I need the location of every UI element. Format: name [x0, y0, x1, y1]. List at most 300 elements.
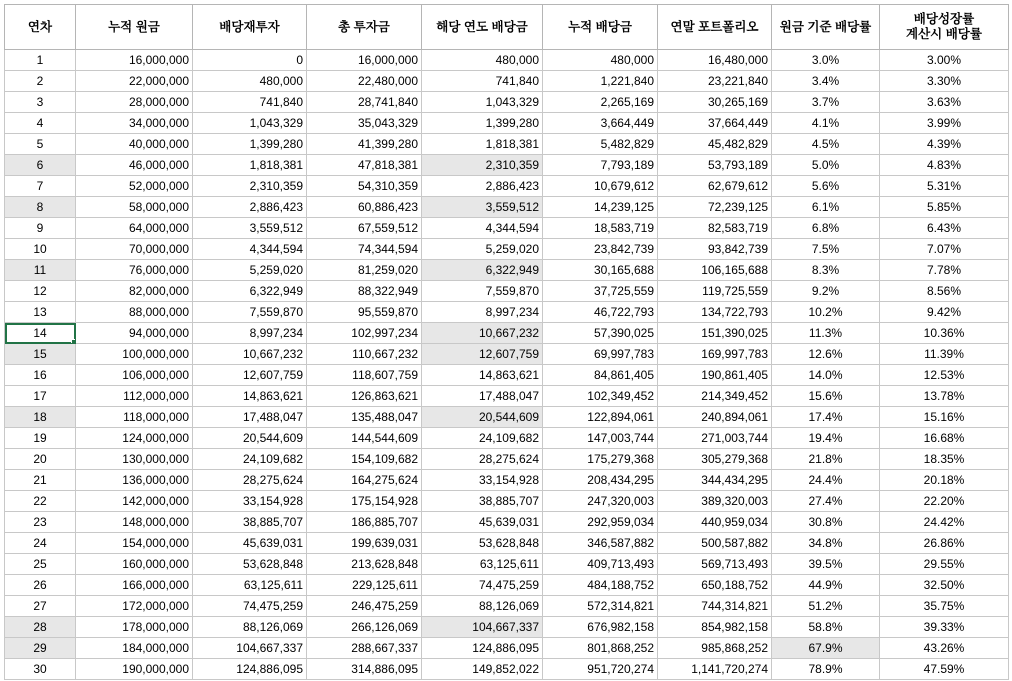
- cell-dividend-reinvest[interactable]: 53,628,848: [193, 554, 307, 575]
- cell-year[interactable]: 19: [5, 428, 76, 449]
- cell-cumulative-dividend[interactable]: 147,003,744: [543, 428, 658, 449]
- cell-year[interactable]: 23: [5, 512, 76, 533]
- cell-cumulative-principal[interactable]: 82,000,000: [76, 281, 193, 302]
- cell-cumulative-principal[interactable]: 154,000,000: [76, 533, 193, 554]
- cell-dividend-reinvest[interactable]: 88,126,069: [193, 617, 307, 638]
- cell-year-end-portfolio[interactable]: 23,221,840: [658, 71, 772, 92]
- table-row: [5, 176, 1009, 197]
- table-row: [5, 491, 1009, 512]
- cell-principal-yield[interactable]: 58.8%: [772, 617, 880, 638]
- cell-year-dividend[interactable]: 149,852,022: [422, 659, 543, 680]
- cell-dividend-reinvest[interactable]: 480,000: [193, 71, 307, 92]
- cell-year-end-portfolio[interactable]: 169,997,783: [658, 344, 772, 365]
- cell-dividend-reinvest[interactable]: 3,559,512: [193, 218, 307, 239]
- cell-total-investment[interactable]: 288,667,337: [307, 638, 422, 659]
- cell-dividend-reinvest[interactable]: 1,399,280: [193, 134, 307, 155]
- table-row: [5, 533, 1009, 554]
- cell-year-end-portfolio[interactable]: 53,793,189: [658, 155, 772, 176]
- cell-year[interactable]: 28: [5, 617, 76, 638]
- cell-growth-yield[interactable]: 39.33%: [880, 617, 1009, 638]
- cell-principal-yield[interactable]: 30.8%: [772, 512, 880, 533]
- cell-cumulative-principal[interactable]: 34,000,000: [76, 113, 193, 134]
- cell-year-end-portfolio[interactable]: 500,587,882: [658, 533, 772, 554]
- table-row: [5, 344, 1009, 365]
- cell-cumulative-principal[interactable]: 130,000,000: [76, 449, 193, 470]
- cell-principal-yield[interactable]: 6.1%: [772, 197, 880, 218]
- cell-total-investment[interactable]: 135,488,047: [307, 407, 422, 428]
- table-row: [5, 386, 1009, 407]
- cell-total-investment[interactable]: 246,475,259: [307, 596, 422, 617]
- table-row: [5, 596, 1009, 617]
- cell-total-investment[interactable]: 35,043,329: [307, 113, 422, 134]
- cell-year-end-portfolio[interactable]: 62,679,612: [658, 176, 772, 197]
- cell-cumulative-dividend[interactable]: 3,664,449: [543, 113, 658, 134]
- cell-cumulative-dividend[interactable]: 122,894,061: [543, 407, 658, 428]
- cell-year-end-portfolio[interactable]: 569,713,493: [658, 554, 772, 575]
- cell-year[interactable]: 10: [5, 239, 76, 260]
- cell-cumulative-dividend[interactable]: 676,982,158: [543, 617, 658, 638]
- cell-year-end-portfolio[interactable]: 854,982,158: [658, 617, 772, 638]
- cell-dividend-reinvest[interactable]: 8,997,234: [193, 323, 307, 344]
- cell-dividend-reinvest[interactable]: 2,310,359: [193, 176, 307, 197]
- cell-year[interactable]: 18: [5, 407, 76, 428]
- table-row: [5, 512, 1009, 533]
- cell-year[interactable]: 12: [5, 281, 76, 302]
- cell-principal-yield[interactable]: 39.5%: [772, 554, 880, 575]
- table-row: [5, 302, 1009, 323]
- cell-cumulative-dividend[interactable]: 1,221,840: [543, 71, 658, 92]
- cell-year[interactable]: 16: [5, 365, 76, 386]
- cell-total-investment[interactable]: 110,667,232: [307, 344, 422, 365]
- cell-year-dividend[interactable]: 8,997,234: [422, 302, 543, 323]
- cell-dividend-reinvest[interactable]: 24,109,682: [193, 449, 307, 470]
- table-row: [5, 470, 1009, 491]
- cell-total-investment[interactable]: 67,559,512: [307, 218, 422, 239]
- cell-cumulative-principal[interactable]: 88,000,000: [76, 302, 193, 323]
- cell-year[interactable]: 9: [5, 218, 76, 239]
- table-body: [5, 50, 1009, 680]
- cell-total-investment[interactable]: 154,109,682: [307, 449, 422, 470]
- cell-growth-yield[interactable]: 3.00%: [880, 50, 1009, 71]
- cell-cumulative-principal[interactable]: 64,000,000: [76, 218, 193, 239]
- cell-total-investment[interactable]: 175,154,928: [307, 491, 422, 512]
- cell-growth-yield[interactable]: 16.68%: [880, 428, 1009, 449]
- cell-principal-yield[interactable]: 9.2%: [772, 281, 880, 302]
- cell-total-investment[interactable]: 229,125,611: [307, 575, 422, 596]
- cell-year-dividend[interactable]: 63,125,611: [422, 554, 543, 575]
- cell-cumulative-dividend[interactable]: 951,720,274: [543, 659, 658, 680]
- cell-cumulative-principal[interactable]: 172,000,000: [76, 596, 193, 617]
- cell-growth-yield[interactable]: 3.30%: [880, 71, 1009, 92]
- cell-year-dividend[interactable]: 1,043,329: [422, 92, 543, 113]
- cell-growth-yield[interactable]: 43.26%: [880, 638, 1009, 659]
- cell-principal-yield[interactable]: 44.9%: [772, 575, 880, 596]
- cell-year-dividend[interactable]: 74,475,259: [422, 575, 543, 596]
- cell-year-end-portfolio[interactable]: 134,722,793: [658, 302, 772, 323]
- cell-year-end-portfolio[interactable]: 106,165,688: [658, 260, 772, 281]
- cell-growth-yield[interactable]: 18.35%: [880, 449, 1009, 470]
- cell-cumulative-principal[interactable]: 70,000,000: [76, 239, 193, 260]
- cell-total-investment[interactable]: 314,886,095: [307, 659, 422, 680]
- cell-cumulative-dividend[interactable]: 292,959,034: [543, 512, 658, 533]
- table-row: [5, 50, 1009, 71]
- cell-year-dividend[interactable]: 17,488,047: [422, 386, 543, 407]
- cell-principal-yield[interactable]: 4.5%: [772, 134, 880, 155]
- cell-total-investment[interactable]: 22,480,000: [307, 71, 422, 92]
- cell-growth-yield[interactable]: 15.16%: [880, 407, 1009, 428]
- cell-principal-yield[interactable]: 34.8%: [772, 533, 880, 554]
- cell-principal-yield[interactable]: 7.5%: [772, 239, 880, 260]
- cell-total-investment[interactable]: 164,275,624: [307, 470, 422, 491]
- cell-cumulative-dividend[interactable]: 7,793,189: [543, 155, 658, 176]
- cell-cumulative-dividend[interactable]: 30,165,688: [543, 260, 658, 281]
- header-principal-yield[interactable]: 원금 기준 배당률: [772, 5, 880, 50]
- cell-year[interactable]: 22: [5, 491, 76, 512]
- header-cumulative-dividend[interactable]: 누적 배당금: [543, 5, 658, 50]
- cell-year[interactable]: 29: [5, 638, 76, 659]
- cell-year-end-portfolio[interactable]: 93,842,739: [658, 239, 772, 260]
- cell-year-dividend[interactable]: 6,322,949: [422, 260, 543, 281]
- cell-dividend-reinvest[interactable]: 38,885,707: [193, 512, 307, 533]
- cell-year-dividend[interactable]: 28,275,624: [422, 449, 543, 470]
- cell-cumulative-dividend[interactable]: 10,679,612: [543, 176, 658, 197]
- cell-cumulative-principal[interactable]: 106,000,000: [76, 365, 193, 386]
- cell-cumulative-dividend[interactable]: 23,842,739: [543, 239, 658, 260]
- cell-year[interactable]: 6: [5, 155, 76, 176]
- cell-year-dividend[interactable]: 38,885,707: [422, 491, 543, 512]
- cell-year-dividend[interactable]: 5,259,020: [422, 239, 543, 260]
- cell-principal-yield[interactable]: 24.4%: [772, 470, 880, 491]
- cell-dividend-reinvest[interactable]: 45,639,031: [193, 533, 307, 554]
- cell-dividend-reinvest[interactable]: 0: [193, 50, 307, 71]
- cell-growth-yield[interactable]: 5.85%: [880, 197, 1009, 218]
- cell-cumulative-principal[interactable]: 190,000,000: [76, 659, 193, 680]
- cell-year[interactable]: 27: [5, 596, 76, 617]
- cell-year-end-portfolio[interactable]: 240,894,061: [658, 407, 772, 428]
- cell-year-dividend[interactable]: 480,000: [422, 50, 543, 71]
- cell-year[interactable]: 4: [5, 113, 76, 134]
- table-row: [5, 71, 1009, 92]
- cell-cumulative-dividend[interactable]: 484,188,752: [543, 575, 658, 596]
- cell-year-dividend[interactable]: 124,886,095: [422, 638, 543, 659]
- cell-cumulative-principal[interactable]: 178,000,000: [76, 617, 193, 638]
- cell-year[interactable]: 7: [5, 176, 76, 197]
- table-row: [5, 449, 1009, 470]
- table-row: [5, 428, 1009, 449]
- table-row: [5, 260, 1009, 281]
- cell-cumulative-dividend[interactable]: 69,997,783: [543, 344, 658, 365]
- cell-principal-yield[interactable]: 10.2%: [772, 302, 880, 323]
- cell-year-end-portfolio[interactable]: 30,265,169: [658, 92, 772, 113]
- cell-year-dividend[interactable]: 20,544,609: [422, 407, 543, 428]
- cell-year-dividend[interactable]: 24,109,682: [422, 428, 543, 449]
- cell-principal-yield[interactable]: 12.6%: [772, 344, 880, 365]
- cell-year[interactable]: 20: [5, 449, 76, 470]
- cell-principal-yield[interactable]: 3.4%: [772, 71, 880, 92]
- cell-cumulative-dividend[interactable]: 572,314,821: [543, 596, 658, 617]
- header-year[interactable]: 연차: [5, 5, 76, 50]
- cell-year[interactable]: 25: [5, 554, 76, 575]
- cell-year-end-portfolio[interactable]: 45,482,829: [658, 134, 772, 155]
- cell-total-investment[interactable]: 126,863,621: [307, 386, 422, 407]
- cell-cumulative-dividend[interactable]: 84,861,405: [543, 365, 658, 386]
- header-total-investment[interactable]: 총 투자금: [307, 5, 422, 50]
- cell-year-end-portfolio[interactable]: 389,320,003: [658, 491, 772, 512]
- cell-growth-yield[interactable]: 29.55%: [880, 554, 1009, 575]
- cell-cumulative-principal[interactable]: 184,000,000: [76, 638, 193, 659]
- cell-principal-yield[interactable]: 27.4%: [772, 491, 880, 512]
- header-year-end-portfolio[interactable]: 연말 포트폴리오: [658, 5, 772, 50]
- cell-cumulative-dividend[interactable]: 57,390,025: [543, 323, 658, 344]
- cell-total-investment[interactable]: 60,886,423: [307, 197, 422, 218]
- table-row: [5, 113, 1009, 134]
- cell-principal-yield[interactable]: 15.6%: [772, 386, 880, 407]
- cell-total-investment[interactable]: 41,399,280: [307, 134, 422, 155]
- cell-year-end-portfolio[interactable]: 214,349,452: [658, 386, 772, 407]
- cell-dividend-reinvest[interactable]: 63,125,611: [193, 575, 307, 596]
- cell-cumulative-dividend[interactable]: 346,587,882: [543, 533, 658, 554]
- cell-total-investment[interactable]: 16,000,000: [307, 50, 422, 71]
- cell-growth-yield[interactable]: 9.42%: [880, 302, 1009, 323]
- cell-year-end-portfolio[interactable]: 82,583,719: [658, 218, 772, 239]
- cell-cumulative-principal[interactable]: 100,000,000: [76, 344, 193, 365]
- cell-year[interactable]: 8: [5, 197, 76, 218]
- cell-dividend-reinvest[interactable]: 741,840: [193, 92, 307, 113]
- cell-cumulative-principal[interactable]: 166,000,000: [76, 575, 193, 596]
- cell-dividend-reinvest[interactable]: 4,344,594: [193, 239, 307, 260]
- cell-year[interactable]: 1: [5, 50, 76, 71]
- cell-year-end-portfolio[interactable]: 305,279,368: [658, 449, 772, 470]
- cell-year-dividend[interactable]: 45,639,031: [422, 512, 543, 533]
- cell-principal-yield[interactable]: 8.3%: [772, 260, 880, 281]
- cell-total-investment[interactable]: 102,997,234: [307, 323, 422, 344]
- cell-cumulative-dividend[interactable]: 102,349,452: [543, 386, 658, 407]
- cell-year-dividend[interactable]: 33,154,928: [422, 470, 543, 491]
- cell-year[interactable]: 24: [5, 533, 76, 554]
- cell-cumulative-principal[interactable]: 16,000,000: [76, 50, 193, 71]
- cell-growth-yield[interactable]: 12.53%: [880, 365, 1009, 386]
- header-cumulative-principal[interactable]: 누적 원금: [76, 5, 193, 50]
- cell-cumulative-principal[interactable]: 94,000,000: [76, 323, 193, 344]
- cell-year-end-portfolio[interactable]: 72,239,125: [658, 197, 772, 218]
- cell-cumulative-dividend[interactable]: 175,279,368: [543, 449, 658, 470]
- cell-year-end-portfolio[interactable]: 16,480,000: [658, 50, 772, 71]
- cell-dividend-reinvest[interactable]: 12,607,759: [193, 365, 307, 386]
- cell-year[interactable]: 11: [5, 260, 76, 281]
- cell-cumulative-dividend[interactable]: 208,434,295: [543, 470, 658, 491]
- cell-year-end-portfolio[interactable]: 440,959,034: [658, 512, 772, 533]
- cell-cumulative-principal[interactable]: 124,000,000: [76, 428, 193, 449]
- cell-cumulative-principal[interactable]: 46,000,000: [76, 155, 193, 176]
- cell-year[interactable]: 3: [5, 92, 76, 113]
- cell-year-end-portfolio[interactable]: 650,188,752: [658, 575, 772, 596]
- cell-dividend-reinvest[interactable]: 28,275,624: [193, 470, 307, 491]
- cell-cumulative-principal[interactable]: 148,000,000: [76, 512, 193, 533]
- cell-principal-yield[interactable]: 67.9%: [772, 638, 880, 659]
- cell-total-investment[interactable]: 74,344,594: [307, 239, 422, 260]
- cell-growth-yield[interactable]: 8.56%: [880, 281, 1009, 302]
- cell-growth-yield[interactable]: 4.39%: [880, 134, 1009, 155]
- cell-dividend-reinvest[interactable]: 1,818,381: [193, 155, 307, 176]
- cell-year-dividend[interactable]: 14,863,621: [422, 365, 543, 386]
- header-dividend-reinvest[interactable]: 배당재투자: [193, 5, 307, 50]
- cell-cumulative-principal[interactable]: 112,000,000: [76, 386, 193, 407]
- cell-year[interactable]: 17: [5, 386, 76, 407]
- cell-total-investment[interactable]: 28,741,840: [307, 92, 422, 113]
- cell-cumulative-dividend[interactable]: 14,239,125: [543, 197, 658, 218]
- cell-year-dividend[interactable]: 53,628,848: [422, 533, 543, 554]
- cell-year-dividend[interactable]: 10,667,232: [422, 323, 543, 344]
- cell-year[interactable]: 30: [5, 659, 76, 680]
- cell-year[interactable]: 15: [5, 344, 76, 365]
- cell-dividend-reinvest[interactable]: 1,043,329: [193, 113, 307, 134]
- cell-dividend-reinvest[interactable]: 7,559,870: [193, 302, 307, 323]
- cell-dividend-reinvest[interactable]: 104,667,337: [193, 638, 307, 659]
- cell-year-end-portfolio[interactable]: 151,390,025: [658, 323, 772, 344]
- cell-growth-yield[interactable]: 7.78%: [880, 260, 1009, 281]
- cell-dividend-reinvest[interactable]: 124,886,095: [193, 659, 307, 680]
- cell-cumulative-principal[interactable]: 40,000,000: [76, 134, 193, 155]
- cell-principal-yield[interactable]: 6.8%: [772, 218, 880, 239]
- cell-growth-yield[interactable]: 6.43%: [880, 218, 1009, 239]
- cell-growth-yield[interactable]: 3.99%: [880, 113, 1009, 134]
- cell-cumulative-dividend[interactable]: 480,000: [543, 50, 658, 71]
- cell-year-end-portfolio[interactable]: 119,725,559: [658, 281, 772, 302]
- table-row: [5, 155, 1009, 176]
- cell-year-dividend[interactable]: 88,126,069: [422, 596, 543, 617]
- cell-principal-yield[interactable]: 4.1%: [772, 113, 880, 134]
- cell-year-dividend[interactable]: 2,310,359: [422, 155, 543, 176]
- cell-year-dividend[interactable]: 4,344,594: [422, 218, 543, 239]
- cell-principal-yield[interactable]: 3.7%: [772, 92, 880, 113]
- cell-dividend-reinvest[interactable]: 33,154,928: [193, 491, 307, 512]
- cell-cumulative-principal[interactable]: 142,000,000: [76, 491, 193, 512]
- cell-cumulative-principal[interactable]: 76,000,000: [76, 260, 193, 281]
- cell-cumulative-dividend[interactable]: 5,482,829: [543, 134, 658, 155]
- cell-cumulative-principal[interactable]: 118,000,000: [76, 407, 193, 428]
- cell-year-dividend[interactable]: 1,399,280: [422, 113, 543, 134]
- cell-dividend-reinvest[interactable]: 6,322,949: [193, 281, 307, 302]
- cell-cumulative-dividend[interactable]: 247,320,003: [543, 491, 658, 512]
- table-row: [5, 92, 1009, 113]
- cell-total-investment[interactable]: 81,259,020: [307, 260, 422, 281]
- cell-principal-yield[interactable]: 19.4%: [772, 428, 880, 449]
- cell-year-end-portfolio[interactable]: 271,003,744: [658, 428, 772, 449]
- cell-principal-yield[interactable]: 78.9%: [772, 659, 880, 680]
- header-year-dividend[interactable]: 해당 연도 배당금: [422, 5, 543, 50]
- cell-principal-yield[interactable]: 21.8%: [772, 449, 880, 470]
- cell-total-investment[interactable]: 266,126,069: [307, 617, 422, 638]
- cell-cumulative-principal[interactable]: 22,000,000: [76, 71, 193, 92]
- cell-dividend-reinvest[interactable]: 74,475,259: [193, 596, 307, 617]
- table-row: [5, 281, 1009, 302]
- cell-cumulative-dividend[interactable]: 2,265,169: [543, 92, 658, 113]
- header-growth-yield[interactable]: 배당성장률 계산시 배당률: [880, 5, 1009, 50]
- cell-growth-yield[interactable]: 5.31%: [880, 176, 1009, 197]
- dividend-growth-table: [4, 4, 1009, 680]
- cell-year-end-portfolio[interactable]: 190,861,405: [658, 365, 772, 386]
- cell-growth-yield[interactable]: 22.20%: [880, 491, 1009, 512]
- cell-cumulative-principal[interactable]: 136,000,000: [76, 470, 193, 491]
- cell-total-investment[interactable]: 186,885,707: [307, 512, 422, 533]
- cell-total-investment[interactable]: 47,818,381: [307, 155, 422, 176]
- cell-principal-yield[interactable]: 11.3%: [772, 323, 880, 344]
- cell-total-investment[interactable]: 54,310,359: [307, 176, 422, 197]
- cell-total-investment[interactable]: 144,544,609: [307, 428, 422, 449]
- cell-principal-yield[interactable]: 5.0%: [772, 155, 880, 176]
- cell-year-end-portfolio[interactable]: 37,664,449: [658, 113, 772, 134]
- cell-cumulative-principal[interactable]: 52,000,000: [76, 176, 193, 197]
- cell-year-end-portfolio[interactable]: 344,434,295: [658, 470, 772, 491]
- cell-year-end-portfolio[interactable]: 985,868,252: [658, 638, 772, 659]
- cell-total-investment[interactable]: 213,628,848: [307, 554, 422, 575]
- cell-year[interactable]: 21: [5, 470, 76, 491]
- cell-year[interactable]: 2: [5, 71, 76, 92]
- cell-dividend-reinvest[interactable]: 10,667,232: [193, 344, 307, 365]
- cell-growth-yield[interactable]: 47.59%: [880, 659, 1009, 680]
- cell-total-investment[interactable]: 88,322,949: [307, 281, 422, 302]
- cell-growth-yield[interactable]: 10.36%: [880, 323, 1009, 344]
- cell-year-dividend[interactable]: 2,886,423: [422, 176, 543, 197]
- cell-year[interactable]: 26: [5, 575, 76, 596]
- cell-growth-yield[interactable]: 20.18%: [880, 470, 1009, 491]
- cell-year[interactable]: 14: [5, 323, 76, 344]
- cell-cumulative-dividend[interactable]: 801,868,252: [543, 638, 658, 659]
- cell-year-dividend[interactable]: 104,667,337: [422, 617, 543, 638]
- cell-growth-yield[interactable]: 26.86%: [880, 533, 1009, 554]
- cell-principal-yield[interactable]: 3.0%: [772, 50, 880, 71]
- cell-growth-yield[interactable]: 11.39%: [880, 344, 1009, 365]
- cell-year-end-portfolio[interactable]: 744,314,821: [658, 596, 772, 617]
- cell-dividend-reinvest[interactable]: 2,886,423: [193, 197, 307, 218]
- cell-principal-yield[interactable]: 51.2%: [772, 596, 880, 617]
- cell-principal-yield[interactable]: 5.6%: [772, 176, 880, 197]
- cell-total-investment[interactable]: 118,607,759: [307, 365, 422, 386]
- table-row: [5, 197, 1009, 218]
- cell-cumulative-dividend[interactable]: 46,722,793: [543, 302, 658, 323]
- cell-principal-yield[interactable]: 17.4%: [772, 407, 880, 428]
- cell-year-dividend[interactable]: 12,607,759: [422, 344, 543, 365]
- cell-year[interactable]: 13: [5, 302, 76, 323]
- cell-dividend-reinvest[interactable]: 14,863,621: [193, 386, 307, 407]
- cell-total-investment[interactable]: 95,559,870: [307, 302, 422, 323]
- cell-dividend-reinvest[interactable]: 5,259,020: [193, 260, 307, 281]
- cell-cumulative-dividend[interactable]: 37,725,559: [543, 281, 658, 302]
- cell-year-dividend[interactable]: 7,559,870: [422, 281, 543, 302]
- cell-growth-yield[interactable]: 13.78%: [880, 386, 1009, 407]
- cell-year-dividend[interactable]: 1,818,381: [422, 134, 543, 155]
- cell-growth-yield[interactable]: 3.63%: [880, 92, 1009, 113]
- cell-dividend-reinvest[interactable]: 20,544,609: [193, 428, 307, 449]
- cell-cumulative-principal[interactable]: 28,000,000: [76, 92, 193, 113]
- cell-growth-yield[interactable]: 24.42%: [880, 512, 1009, 533]
- cell-cumulative-dividend[interactable]: 18,583,719: [543, 218, 658, 239]
- cell-growth-yield[interactable]: 7.07%: [880, 239, 1009, 260]
- cell-year-dividend[interactable]: 741,840: [422, 71, 543, 92]
- cell-year-dividend[interactable]: 3,559,512: [422, 197, 543, 218]
- cell-growth-yield[interactable]: 35.75%: [880, 596, 1009, 617]
- cell-year-end-portfolio[interactable]: 1,141,720,274: [658, 659, 772, 680]
- cell-growth-yield[interactable]: 32.50%: [880, 575, 1009, 596]
- cell-year[interactable]: 5: [5, 134, 76, 155]
- cell-cumulative-principal[interactable]: 160,000,000: [76, 554, 193, 575]
- cell-cumulative-principal[interactable]: 58,000,000: [76, 197, 193, 218]
- cell-dividend-reinvest[interactable]: 17,488,047: [193, 407, 307, 428]
- cell-growth-yield[interactable]: 4.83%: [880, 155, 1009, 176]
- cell-principal-yield[interactable]: 14.0%: [772, 365, 880, 386]
- cell-total-investment[interactable]: 199,639,031: [307, 533, 422, 554]
- cell-cumulative-dividend[interactable]: 409,713,493: [543, 554, 658, 575]
